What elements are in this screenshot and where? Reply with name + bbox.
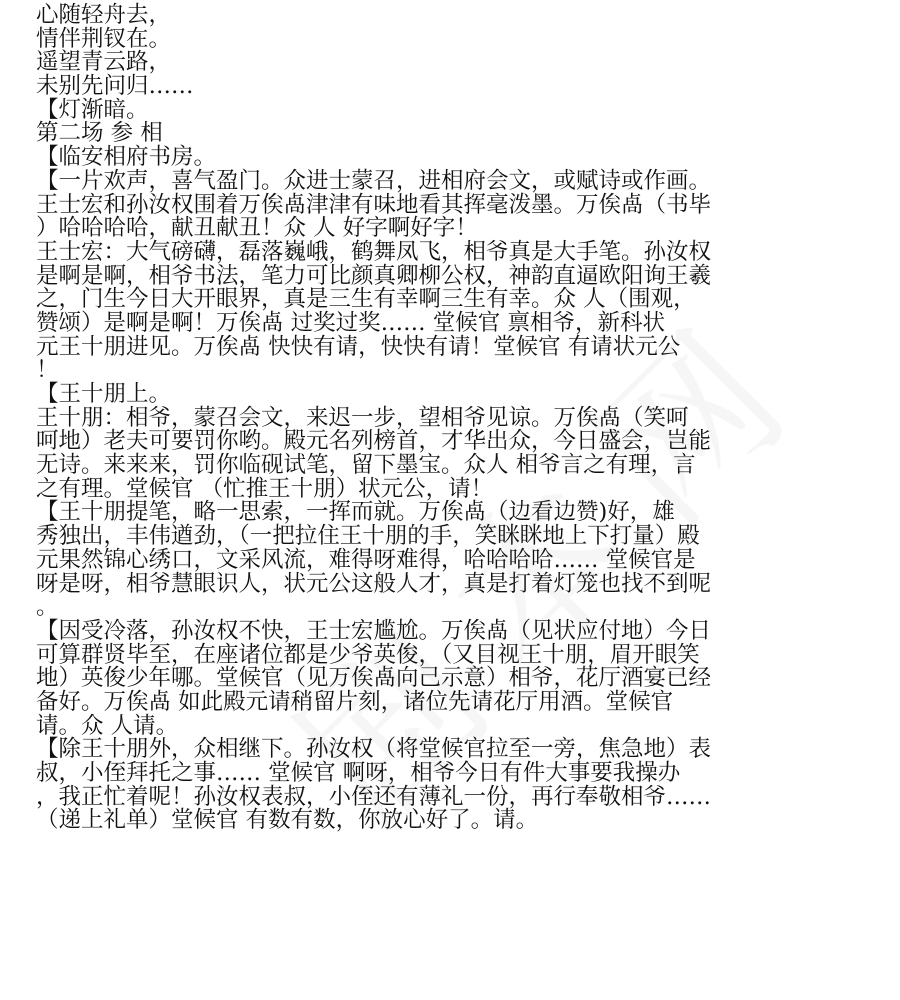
scene-heading: 第二场 参 相 (36, 120, 163, 147)
text-line: 元王十朋进见。万俟卨 快快有请，快快有请！堂候官 有请状元公 (36, 333, 681, 360)
stage-direction: 【王十朋提笔，略一思索，一挥而就。万俟卨（边看边赞)好，雄 (36, 499, 675, 526)
text-line: 王士宏：大气磅礴，磊落巍峨，鹤舞凤飞，相爷真是大手笔。孙汝权 (36, 238, 712, 265)
text-line: 可算群贤毕至，在座诸位都是少爷英俊，（又目视王十朋，眉开眼笑 (36, 641, 700, 668)
text-line: （递上礼单）堂候官 有数有数，你放心好了。请。 (36, 807, 539, 834)
text-line: 秀独出，丰伟遒劲，（一把拉住王十朋的手，笑眯眯地上下打量）殿 (36, 523, 700, 550)
text-line: 情伴荆钗在。 (36, 25, 172, 52)
stage-direction: 【灯渐暗。 (36, 96, 149, 123)
text-line: ）哈哈哈哈，献丑献丑！众 人 好字啊好字！ (36, 215, 478, 242)
stage-direction: 【王十朋上。 (36, 381, 172, 407)
stage-direction: 【临安相府书房。 (36, 144, 217, 171)
text-line: ，我正忙着呢！孙汝权表叔，小侄还有薄礼一份，再行奉敬相爷…… (36, 783, 712, 810)
text-line: ！ (36, 357, 59, 384)
text-line: 地）英俊少年哪。堂候官（见万俟卨向己示意）相爷，花厅酒宴已经 (36, 665, 712, 692)
text-line: 请。众 人请。 (36, 712, 179, 739)
text-line: 无诗。来来来，罚你临砚试笔，留下墨宝。众人 相爷言之有理，言 (36, 452, 696, 479)
text-line: 叔，小侄拜托之事…… 堂候官 啊呀，相爷今日有件大事要我操办 (36, 760, 681, 786)
text-line: 赞颂）是啊是啊！万俟卨 过奖过奖…… 堂候官 禀相爷，新科状 (36, 309, 665, 336)
text-line: 。 (36, 594, 59, 621)
text-line: 王十朋：相爷，蒙召会文，来迟一步，望相爷见谅。万俟卨（笑呵 (36, 404, 689, 431)
script-text-body (36, 4, 886, 833)
text-line: 之，门生今日大开眼界，真是三生有幸啊三生有幸。众 人（围观， (36, 286, 696, 313)
text-line: 呵地）老夫可要罚你哟。殿元名列榜首，才华出众，今日盛会，岂能 (36, 428, 712, 455)
text-line: 是啊是啊，相爷书法，笔力可比颜真卿柳公权，神韵直逼欧阳询王羲 (36, 262, 712, 289)
text-line: 元果然锦心绣口，文采风流，难得呀难得，哈哈哈哈…… 堂候官是 (36, 546, 696, 573)
text-line: 备好。万俟卨 如此殿元请稍留片刻，诸位先请花厅用酒。堂候官 (36, 688, 674, 715)
text-line: 遥望青云路， (36, 49, 172, 76)
stage-direction: 【一片欢声，喜气盈门。众进士蒙召，进相府会文，或赋诗或作画。 (36, 167, 712, 194)
text-line: 呀是呀，相爷慧眼识人，状元公这般人才，真是打着灯笼也找不到呢 (36, 570, 712, 597)
stage-direction: 【因受冷落，孙汝权不快，王士宏尴尬。万俟卨（见状应付地）今日 (36, 617, 712, 644)
text-line: 未别先问归…… (36, 73, 194, 100)
text-line: 之有理。堂候官 （忙推王十朋）状元公，请！ (36, 475, 494, 502)
stage-direction: 【除王十朋外，众相继下。孙汝权（将堂候官拉至一旁，焦急地）表 (36, 736, 712, 763)
text-line: 心随轻舟去， (36, 2, 172, 28)
text-line: 王士宏和孙汝权围着万俟卨津津有味地看其挥毫泼墨。万俟卨（书毕 (36, 191, 712, 218)
